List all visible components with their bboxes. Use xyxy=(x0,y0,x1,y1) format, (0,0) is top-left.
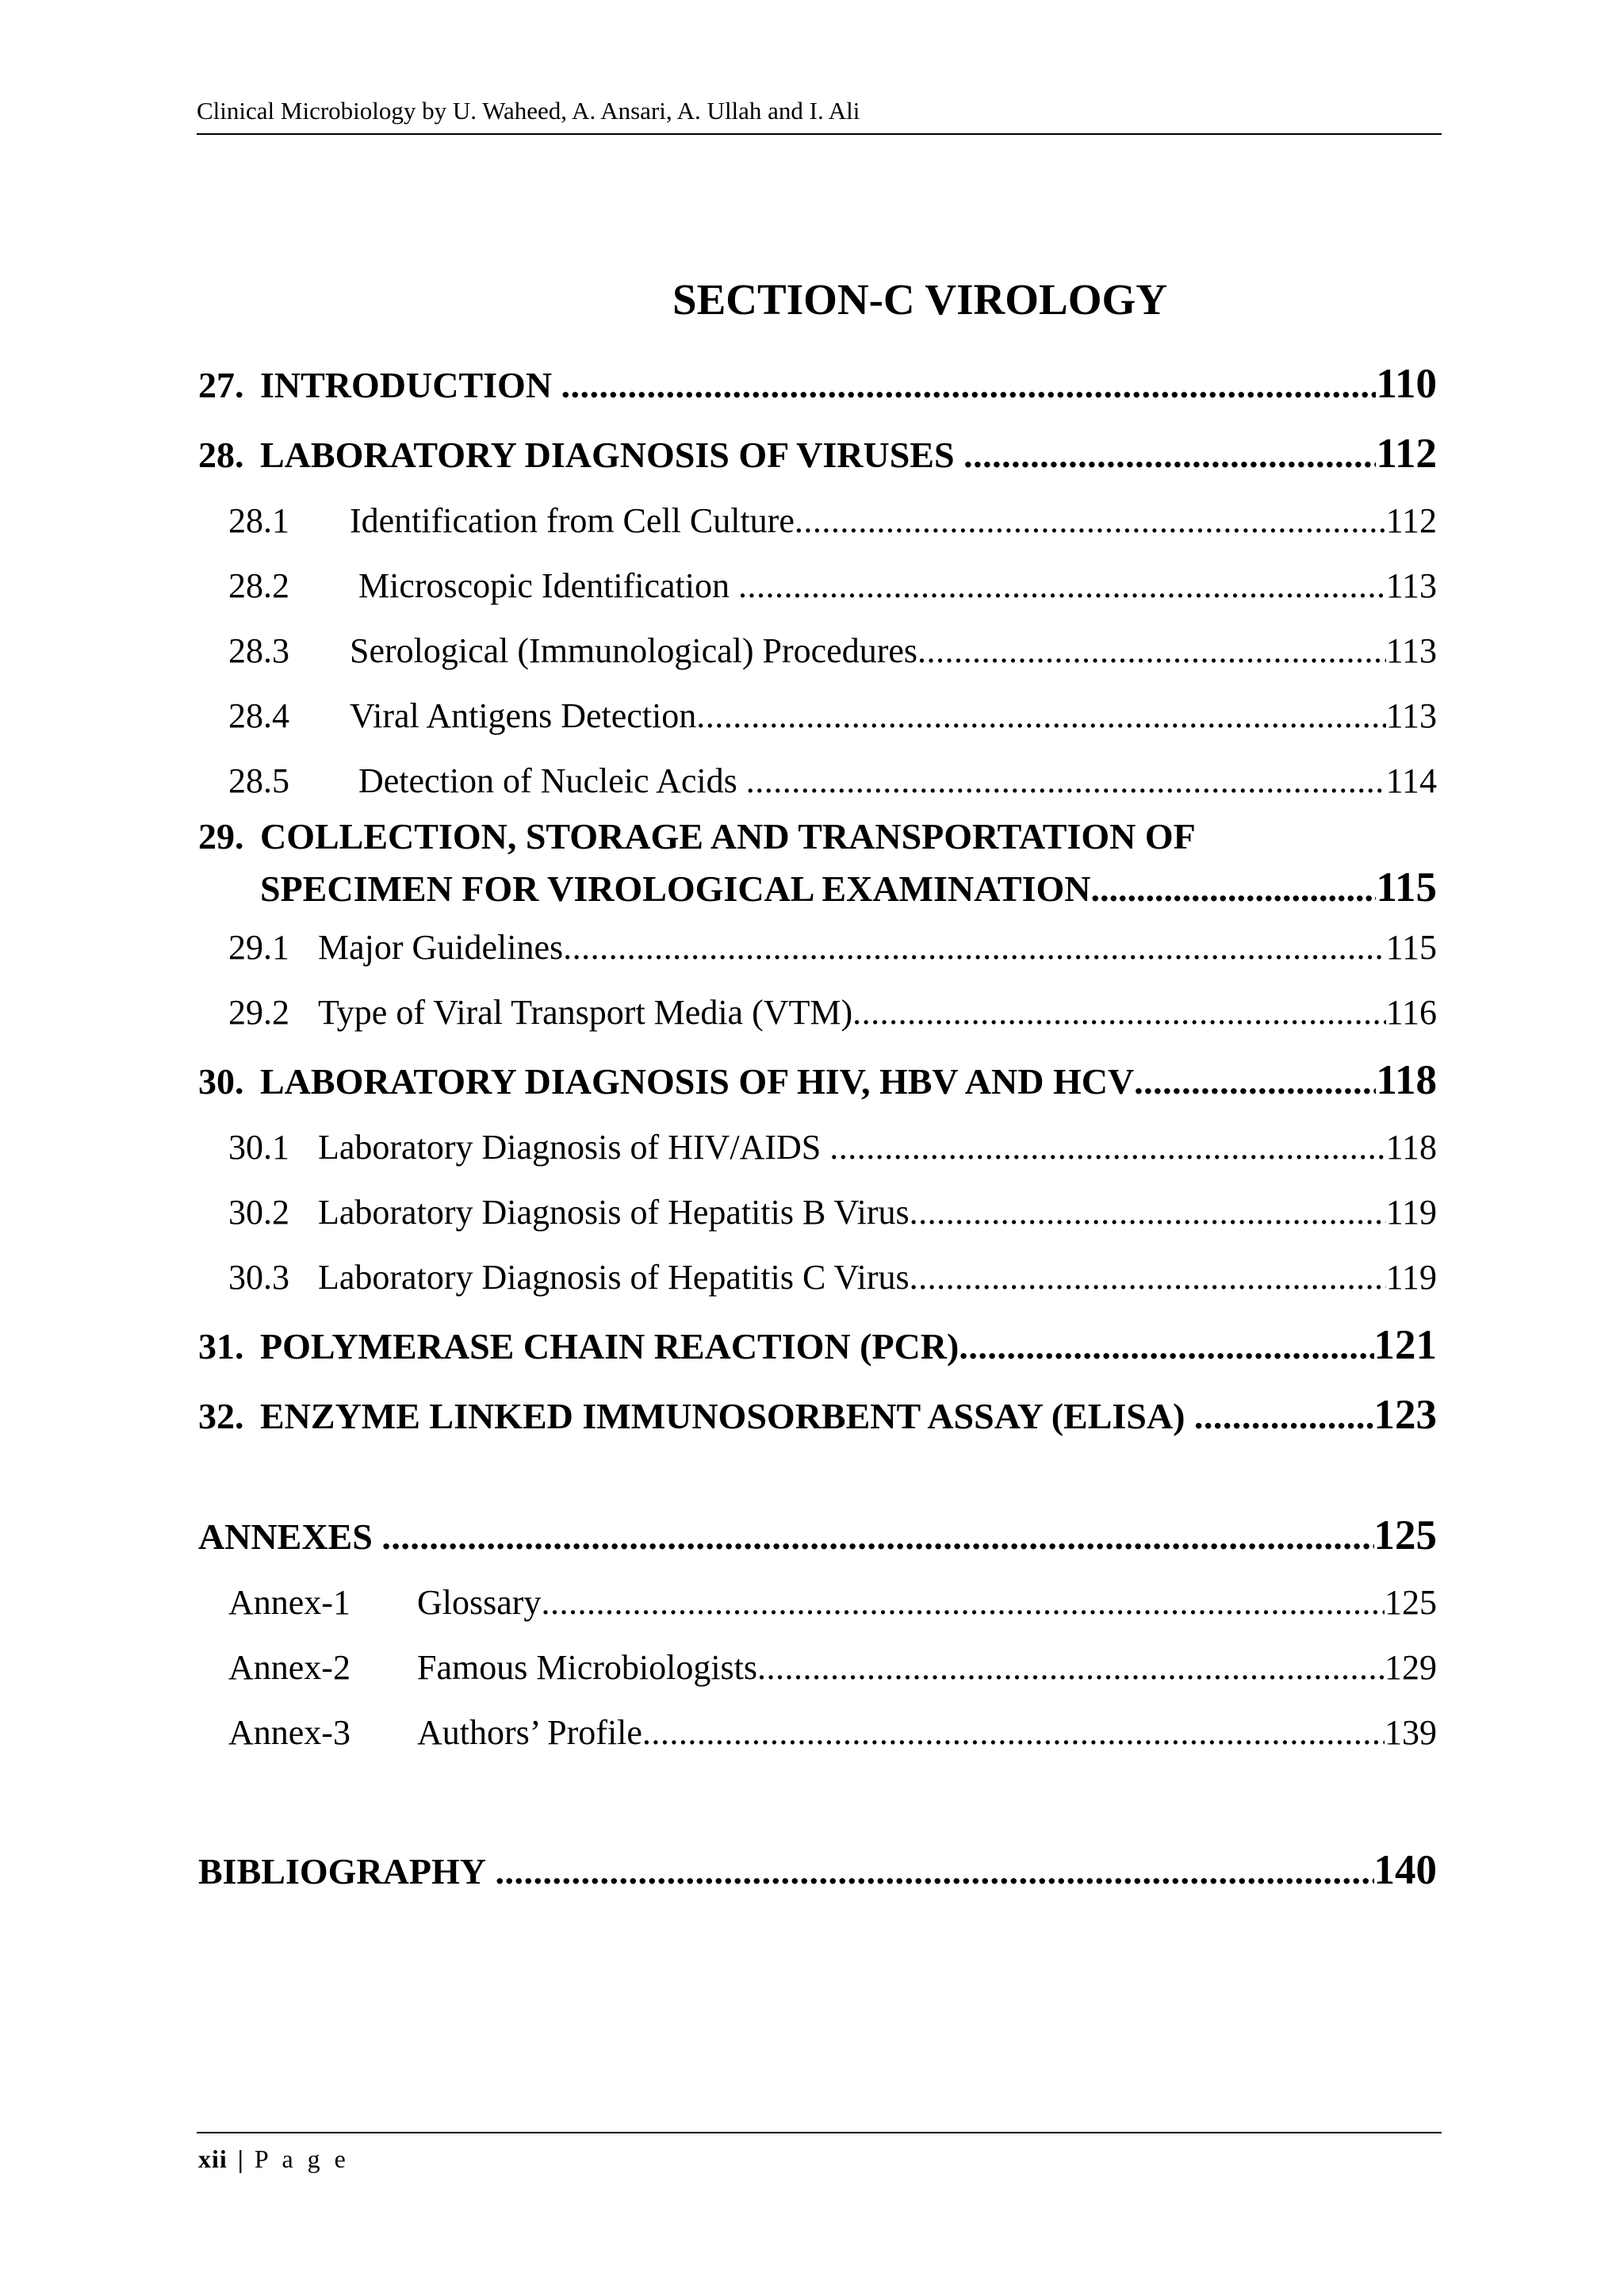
toc-page: 139 xyxy=(1385,1713,1437,1752)
toc-page: 113 xyxy=(1385,696,1437,735)
page-number: xii xyxy=(198,2145,228,2173)
toc-page: 113 xyxy=(1385,566,1437,605)
toc-page: 115 xyxy=(1385,928,1437,967)
dot-leader xyxy=(746,749,1386,814)
toc-page: 118 xyxy=(1376,1057,1437,1103)
toc-chapter-28[interactable] xyxy=(198,419,1437,489)
dot-leader xyxy=(696,684,1385,749)
toc-number: Annex-2 xyxy=(228,1648,350,1687)
dot-leader xyxy=(959,1312,1373,1380)
toc-page: 112 xyxy=(1376,431,1437,477)
toc-number: 28.4 xyxy=(228,696,289,735)
toc-bibliography[interactable] xyxy=(198,1835,1437,1905)
toc-number: 30.1 xyxy=(228,1128,289,1167)
toc-page: 119 xyxy=(1385,1193,1437,1232)
toc-title: Authors’ Profile xyxy=(417,1713,642,1752)
toc-number: 29. xyxy=(198,816,244,857)
toc-section-30-2[interactable] xyxy=(198,1180,1437,1245)
dot-leader xyxy=(738,554,1386,619)
dot-leader xyxy=(829,1115,1385,1180)
toc-number: Annex-3 xyxy=(228,1713,350,1752)
toc-title: Laboratory Diagnosis of Hepatitis C Virus xyxy=(318,1258,910,1297)
toc-section-29-2[interactable] xyxy=(198,980,1437,1045)
toc-number: 29.2 xyxy=(228,993,289,1032)
dot-leader xyxy=(561,351,1377,419)
toc-title: LABORATORY DIAGNOSIS OF HIV, HBV AND HCV xyxy=(260,1061,1135,1102)
toc-annex-1[interactable] xyxy=(198,1570,1437,1635)
toc-title: INTRODUCTION xyxy=(260,365,553,405)
toc-chapter-29[interactable] xyxy=(198,814,1437,860)
toc-section-30-3[interactable] xyxy=(198,1245,1437,1310)
dot-leader xyxy=(541,1570,1385,1635)
toc-title: Major Guidelines xyxy=(318,928,564,967)
toc-number: Annex-1 xyxy=(228,1583,350,1622)
toc-number: 29.1 xyxy=(228,928,289,967)
toc-section-28-3[interactable] xyxy=(198,619,1437,684)
toc-page: 123 xyxy=(1373,1392,1437,1438)
toc-title: Serological (Immunological) Procedures xyxy=(350,631,918,670)
toc-number: 28.3 xyxy=(228,631,289,670)
toc-number: 28.2 xyxy=(228,566,289,605)
page-word: P a g e xyxy=(254,2145,350,2173)
toc-number: 28. xyxy=(198,435,244,475)
toc-page: 114 xyxy=(1385,761,1437,800)
toc-title: Laboratory Diagnosis of HIV/AIDS xyxy=(318,1128,822,1167)
toc-number: 30. xyxy=(198,1061,244,1102)
toc-annex-3[interactable] xyxy=(198,1700,1437,1765)
toc-page: 125 xyxy=(1373,1512,1437,1558)
page-footer xyxy=(198,2145,350,2174)
toc-title: POLYMERASE CHAIN REACTION (PCR) xyxy=(260,1326,959,1366)
toc-title: ANNEXES xyxy=(198,1516,373,1557)
toc-page: 110 xyxy=(1376,361,1437,407)
toc-page: 113 xyxy=(1385,631,1437,670)
toc-page: 140 xyxy=(1373,1847,1437,1893)
toc-page: 119 xyxy=(1385,1258,1437,1297)
toc-page: 116 xyxy=(1385,993,1437,1032)
toc-title: Viral Antigens Detection xyxy=(350,696,697,735)
dot-leader xyxy=(910,1245,1386,1310)
toc-section-28-5[interactable] xyxy=(198,749,1437,814)
toc-number: 31. xyxy=(198,1326,244,1366)
toc-chapter-30[interactable] xyxy=(198,1045,1437,1115)
toc-title: Detection of Nucleic Acids xyxy=(358,761,737,800)
toc-chapter-31[interactable] xyxy=(198,1310,1437,1380)
toc-chapter-29-continued[interactable] xyxy=(198,860,1437,915)
toc-section-28-2[interactable] xyxy=(198,554,1437,619)
toc-section-29-1[interactable] xyxy=(198,915,1437,980)
toc-section-28-1[interactable] xyxy=(198,489,1437,554)
toc-page: 115 xyxy=(1376,864,1437,910)
spacer xyxy=(198,1450,1437,1501)
header-rule xyxy=(197,133,1442,135)
toc-section-30-1[interactable] xyxy=(198,1115,1437,1180)
dot-leader xyxy=(795,489,1386,554)
toc-annexes[interactable] xyxy=(198,1501,1437,1570)
toc-annex-2[interactable] xyxy=(198,1635,1437,1700)
toc-chapter-27[interactable] xyxy=(198,349,1437,419)
toc-title: Glossary xyxy=(417,1583,542,1622)
toc-title: BIBLIOGRAPHY xyxy=(198,1851,486,1892)
toc-number: 27. xyxy=(198,365,244,405)
toc-number: 32. xyxy=(198,1396,244,1436)
toc-title: ENZYME LINKED IMMUNOSORBENT ASSAY (ELISA) xyxy=(260,1396,1185,1436)
toc-title: COLLECTION, STORAGE AND TRANSPORTATION OF xyxy=(260,816,1196,857)
toc-number: 28.5 xyxy=(228,761,289,800)
toc-number: 28.1 xyxy=(228,501,289,540)
dot-leader xyxy=(1134,1047,1376,1115)
table-of-contents xyxy=(198,349,1437,1905)
toc-title: SPECIMEN FOR VIROLOGICAL EXAMINATION xyxy=(260,868,1091,909)
dot-leader xyxy=(910,1180,1386,1245)
dot-leader xyxy=(1090,861,1376,915)
toc-page: 125 xyxy=(1385,1583,1437,1622)
toc-number: 30.3 xyxy=(228,1258,289,1297)
toc-page: 112 xyxy=(1385,501,1437,540)
dot-leader xyxy=(757,1635,1385,1700)
toc-title: Famous Microbiologists xyxy=(417,1648,758,1687)
toc-title: Laboratory Diagnosis of Hepatitis B Virus xyxy=(318,1193,910,1232)
footer-separator: | xyxy=(237,2145,244,2173)
toc-section-28-4[interactable] xyxy=(198,684,1437,749)
spacer xyxy=(198,1765,1437,1835)
toc-page: 118 xyxy=(1385,1128,1437,1167)
dot-leader xyxy=(381,1502,1373,1570)
toc-page: 121 xyxy=(1373,1322,1437,1368)
toc-chapter-32[interactable] xyxy=(198,1380,1437,1450)
footer-rule xyxy=(197,2132,1442,2133)
dot-leader xyxy=(563,915,1385,980)
dot-leader xyxy=(1194,1382,1374,1450)
running-header: Clinical Microbiology by U. Waheed, A. Ansari, A. Ullah and I. Ali xyxy=(197,97,860,125)
dot-leader xyxy=(495,1837,1373,1905)
dot-leader xyxy=(917,619,1386,684)
section-title: SECTION-C VIROLOGY xyxy=(672,275,1167,324)
toc-title: LABORATORY DIAGNOSIS OF VIRUSES xyxy=(260,435,955,475)
toc-title: Microscopic Identification xyxy=(358,566,730,605)
dot-leader xyxy=(963,420,1376,489)
toc-title: Identification from Cell Culture xyxy=(350,501,795,540)
dot-leader xyxy=(642,1700,1385,1765)
toc-title: Type of Viral Transport Media (VTM) xyxy=(318,993,853,1032)
toc-number: 30.2 xyxy=(228,1193,289,1232)
toc-page: 129 xyxy=(1385,1648,1437,1687)
dot-leader xyxy=(852,980,1385,1045)
